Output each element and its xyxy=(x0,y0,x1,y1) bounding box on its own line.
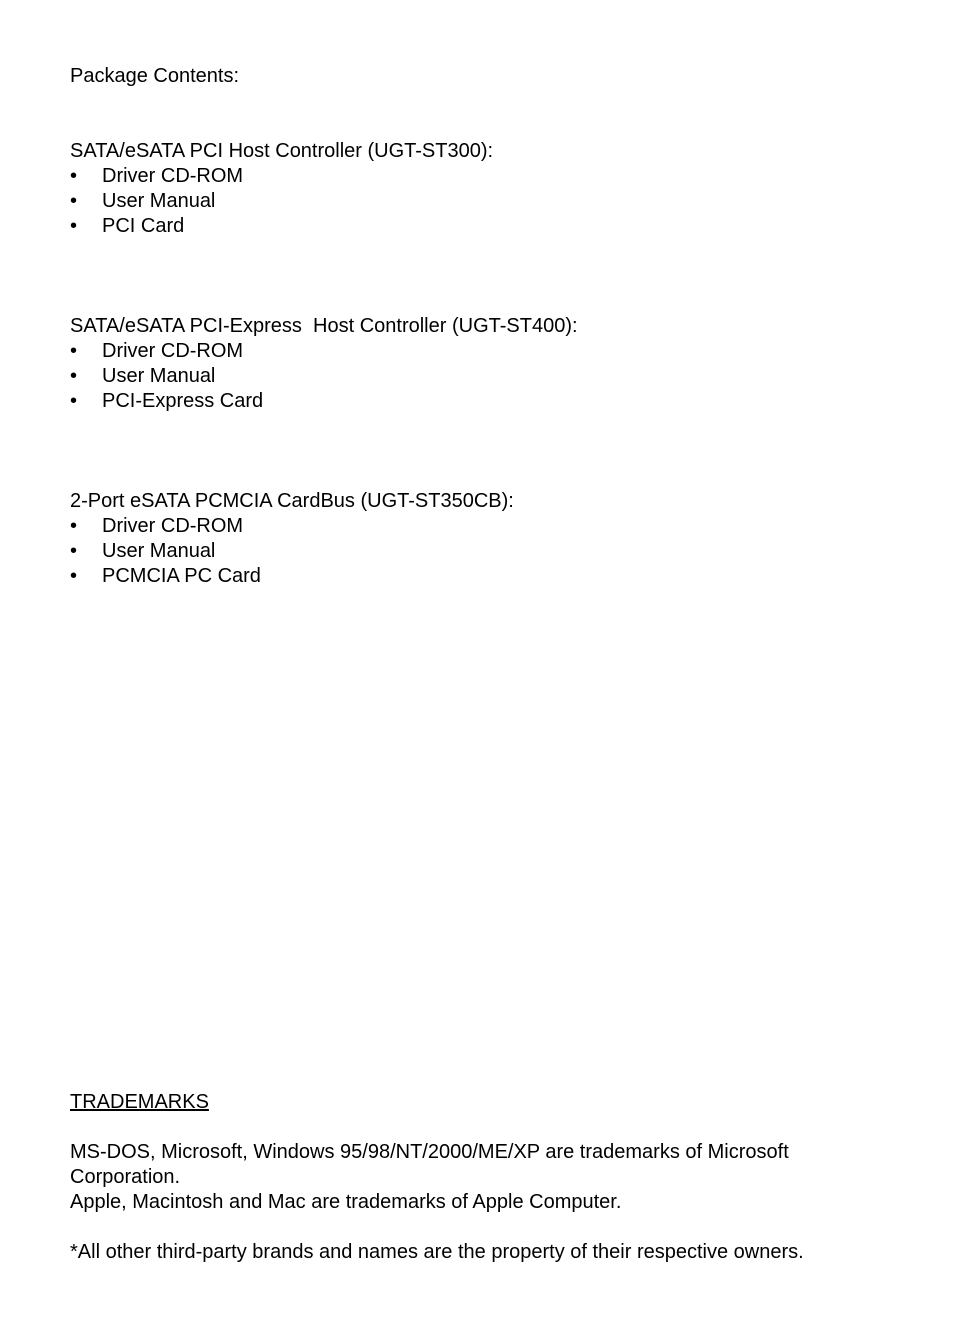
list-item-label: PCMCIA PC Card xyxy=(102,565,261,587)
bullet-icon: • xyxy=(70,165,78,187)
section-title-ugt-st300: SATA/eSATA PCI Host Controller (UGT-ST300): xyxy=(70,140,494,162)
bullet-icon: • xyxy=(70,365,78,387)
list-item xyxy=(70,564,261,589)
bullet-icon: • xyxy=(70,565,78,587)
list-item-label: User Manual xyxy=(102,540,216,562)
bullet-icon: • xyxy=(70,390,78,412)
trademark-microsoft: MS-DOS, Microsoft, Windows 95/98/NT/2000/ME/XP are trademarks of Microsoft Corporation. xyxy=(70,1141,789,1188)
list-item-label: User Manual xyxy=(102,365,216,387)
list-item xyxy=(70,214,184,239)
list-item xyxy=(70,514,243,539)
package-contents-heading: Package Contents: xyxy=(70,65,239,87)
list-item-label: PCI Card xyxy=(102,215,185,237)
list-item xyxy=(70,364,215,389)
list-item xyxy=(70,339,243,364)
bullet-icon: • xyxy=(70,215,78,237)
list-item-label: Driver CD-ROM xyxy=(102,515,244,537)
list-item-label: PCI-Express Card xyxy=(102,390,264,412)
list-item-label: User Manual xyxy=(102,190,216,212)
trademarks-heading: TRADEMARKS xyxy=(70,1091,209,1113)
trademark-apple: Apple, Macintosh and Mac are trademarks of Apple Computer. xyxy=(70,1191,622,1213)
list-item-label: Driver CD-ROM xyxy=(102,340,244,362)
bullet-icon: • xyxy=(70,540,78,562)
section-title-ugt-st400: SATA/eSATA PCI-Express Host Controller (UGT-ST400): xyxy=(70,315,578,337)
bullet-icon: • xyxy=(70,190,78,212)
trademark-others: *All other third-party brands and names are the property of their respective owners. xyxy=(70,1241,804,1263)
list-item-label: Driver CD-ROM xyxy=(102,165,244,187)
bullet-icon: • xyxy=(70,515,78,537)
bullet-icon: • xyxy=(70,340,78,362)
section-title-ugt-st350cb: 2-Port eSATA PCMCIA CardBus (UGT-ST350CB): xyxy=(70,490,514,512)
list-item xyxy=(70,389,263,414)
list-item xyxy=(70,164,243,189)
list-item xyxy=(70,539,215,564)
list-item xyxy=(70,189,215,214)
